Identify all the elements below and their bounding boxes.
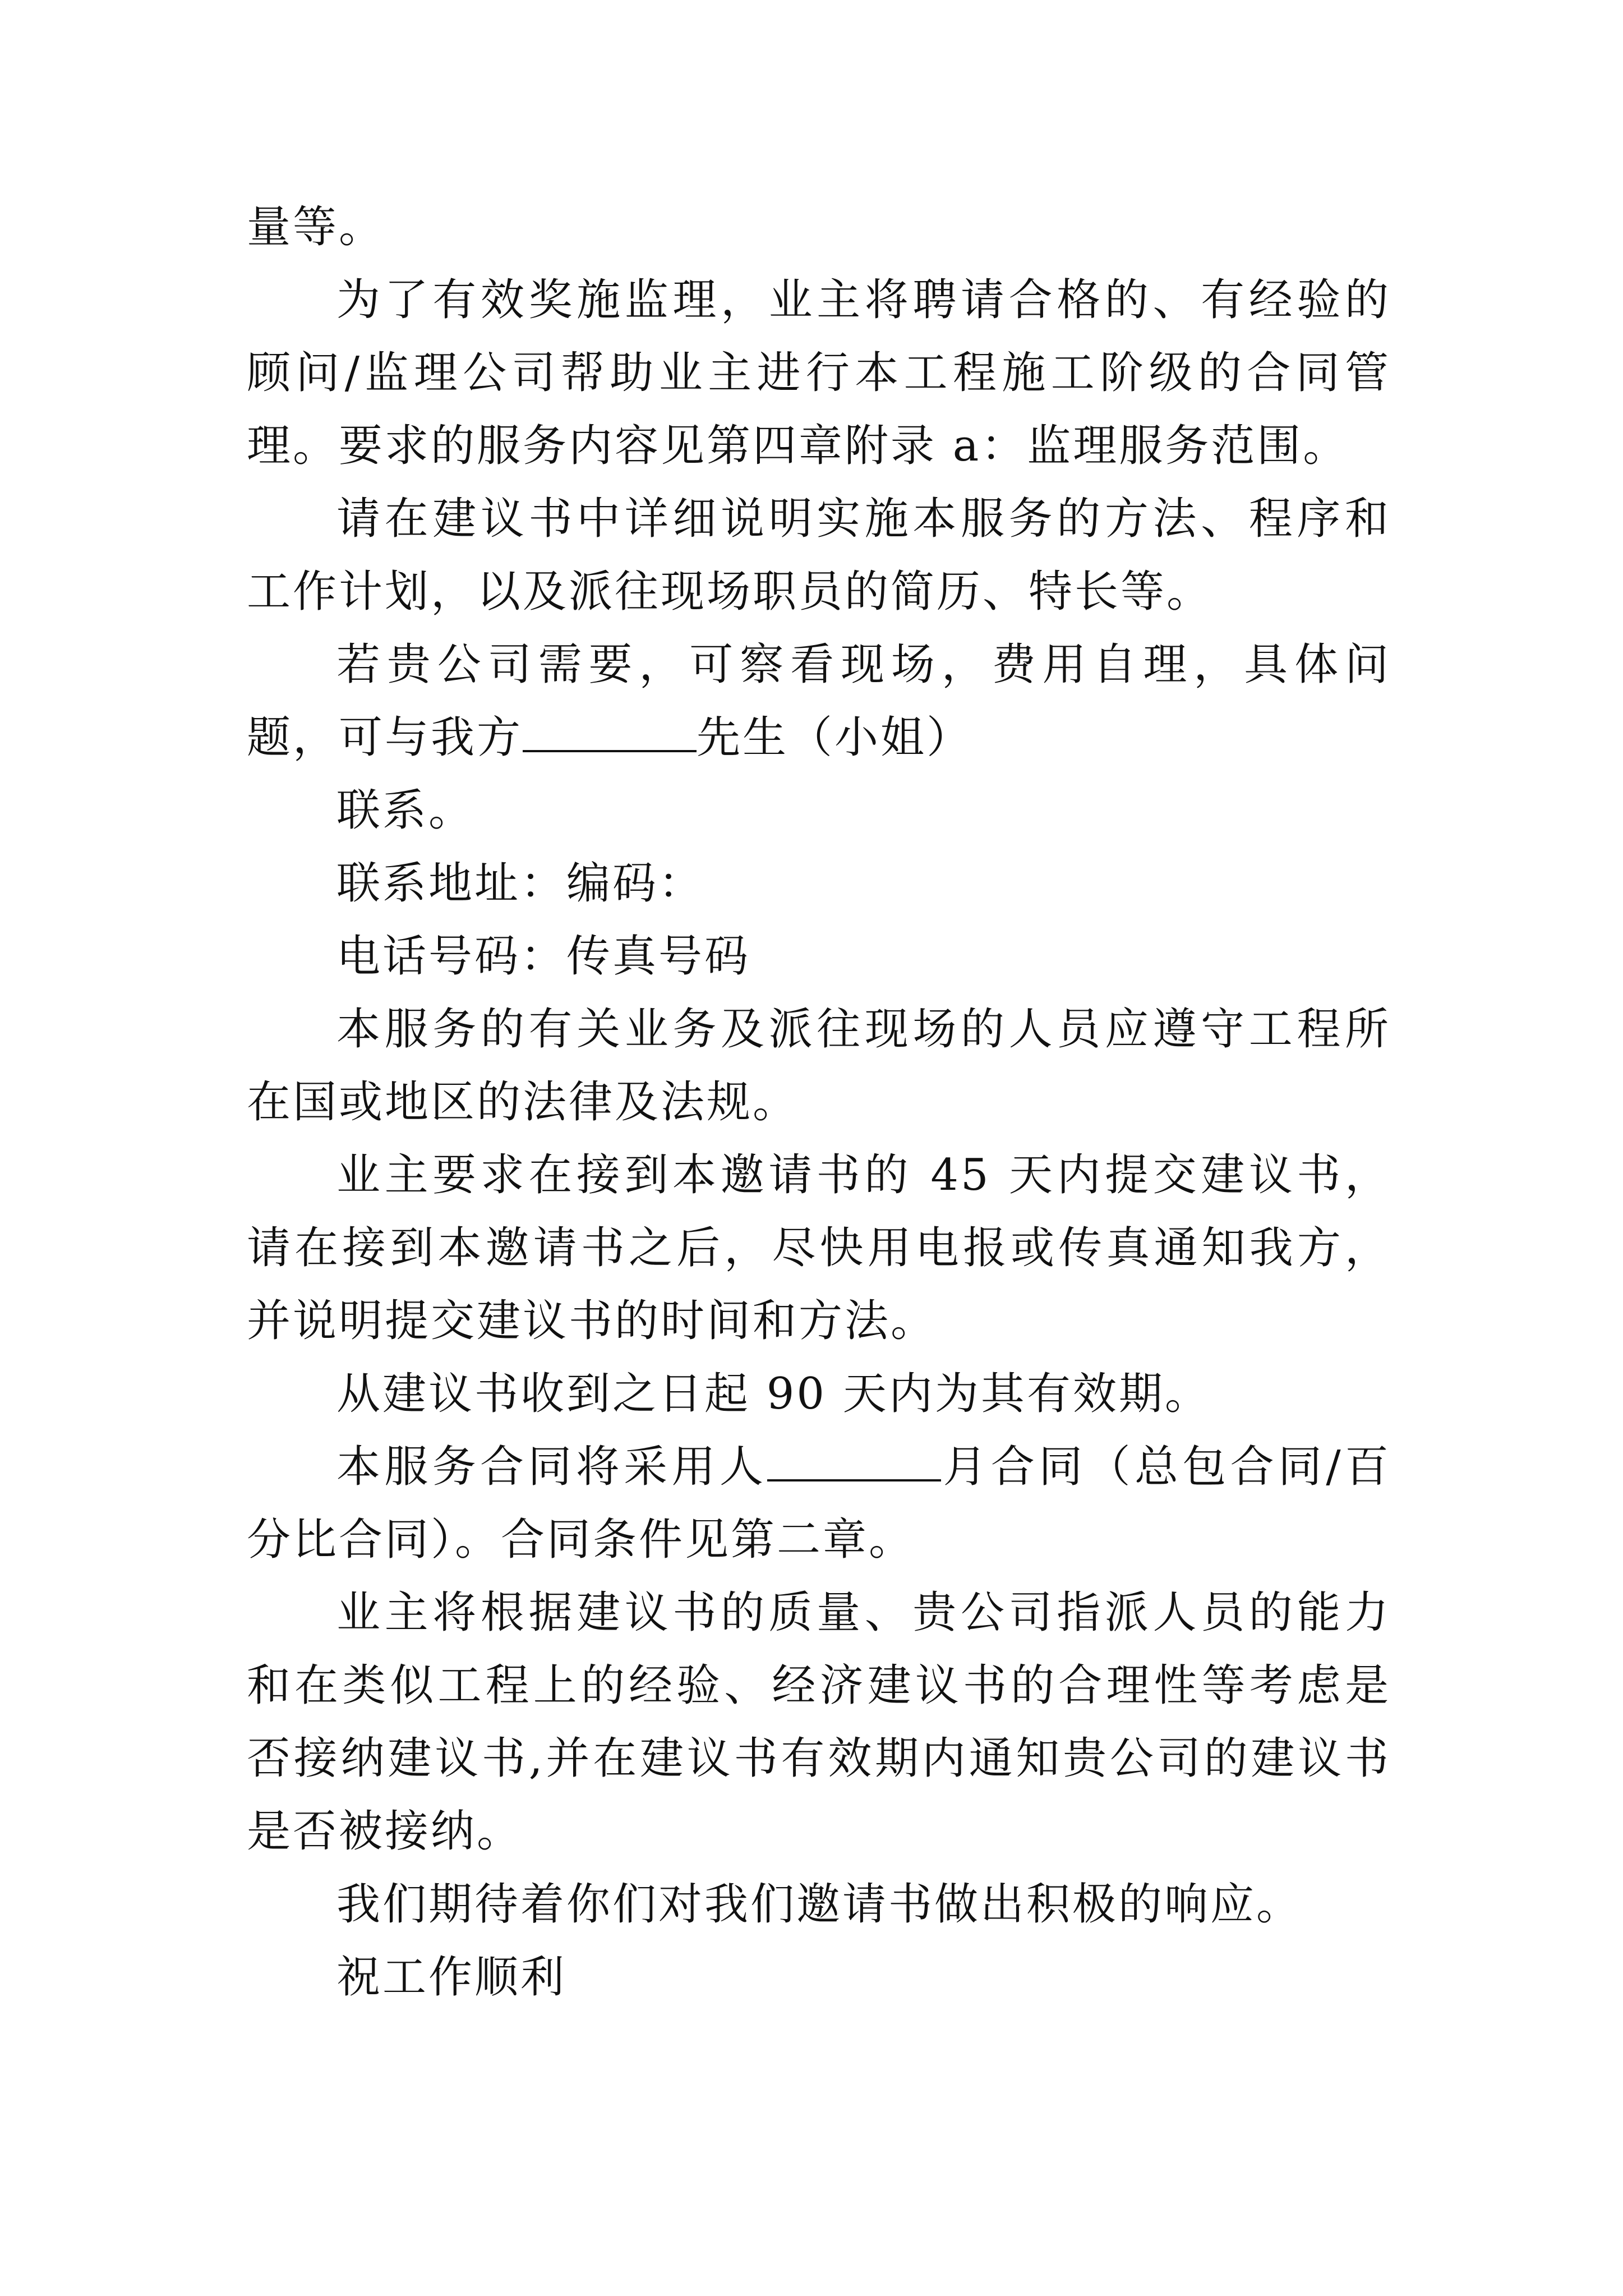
paragraph-text: 月合同（总包合同/百分比合同）。合同条件见第二章。 <box>247 1442 1391 1565</box>
paragraph-text: 从建议书收到之日起 90 天内为其有效期。 <box>336 1369 1211 1419</box>
document-body <box>247 191 1391 2014</box>
paragraph-site-visit <box>247 628 1391 774</box>
contract-type-blank <box>767 1440 941 1481</box>
paragraph-text: 若贵公司需要，可察看现场，费用自理，具体问题，可与我方 <box>247 639 1391 763</box>
contact-name-blank <box>523 711 697 752</box>
paragraph-acceptance <box>247 1576 1391 1868</box>
paragraph-text: 我们期待着你们对我们邀请书做出积极的响应。 <box>336 1879 1303 1930</box>
paragraph-contract-type <box>247 1430 1391 1576</box>
paragraph-supervision-consultant <box>247 264 1391 482</box>
paragraph-text: 业主要求在接到本邀请书的 45 天内提交建议书，请在接到本邀请书之后，尽快用电报或传真通知我方，并说明提交建议书的时间和方法。 <box>247 1150 1391 1346</box>
paragraph-wishes <box>247 1941 1391 2014</box>
paragraph-validity <box>247 1358 1391 1430</box>
paragraph-text: 电话号码：传真号码 <box>336 931 751 982</box>
paragraph-laws <box>247 993 1391 1139</box>
paragraph-text: 本服务的有关业务及派往现场的人员应遵守工程所在国或地区的法律及法规。 <box>247 1004 1391 1128</box>
paragraph-text: 本服务合同将采用人 <box>336 1442 768 1492</box>
paragraph-closing-fragment <box>247 191 1391 264</box>
paragraph-phone-fax <box>247 920 1391 993</box>
paragraph-text: 祝工作顺利 <box>336 1952 567 2003</box>
paragraph-response <box>247 1868 1391 1941</box>
paragraph-contact-address <box>247 847 1391 920</box>
paragraph-text: 联系。 <box>336 785 475 836</box>
paragraph-submission-deadline <box>247 1139 1391 1358</box>
paragraph-text: 先生（小姐） <box>697 712 973 763</box>
paragraph-text: 为了有效奖施监理，业主将聘请合格的、有经验的顾问/监理公司帮助业主进行本工程施工阶级的合同管理。要求的服务内容见第四章附录 a：监理服务范围。 <box>247 275 1391 471</box>
paragraph-text: 请在建议书中详细说明实施本服务的方法、程序和工作计划，以及派往现场职员的简历、特长等。 <box>247 494 1391 617</box>
paragraph-text: 联系地址：编码： <box>336 858 705 909</box>
paragraph-proposal-details <box>247 482 1391 628</box>
paragraph-contact <box>247 774 1391 847</box>
paragraph-text: 业主将根据建议书的质量、贵公司指派人员的能力和在类似工程上的经验、经济建议书的合理性等考虑是否接纳建议书,并在建议书有效期内通知贵公司的建议书是否被接纳。 <box>247 1588 1391 1857</box>
paragraph-text: 量等。 <box>247 202 385 252</box>
